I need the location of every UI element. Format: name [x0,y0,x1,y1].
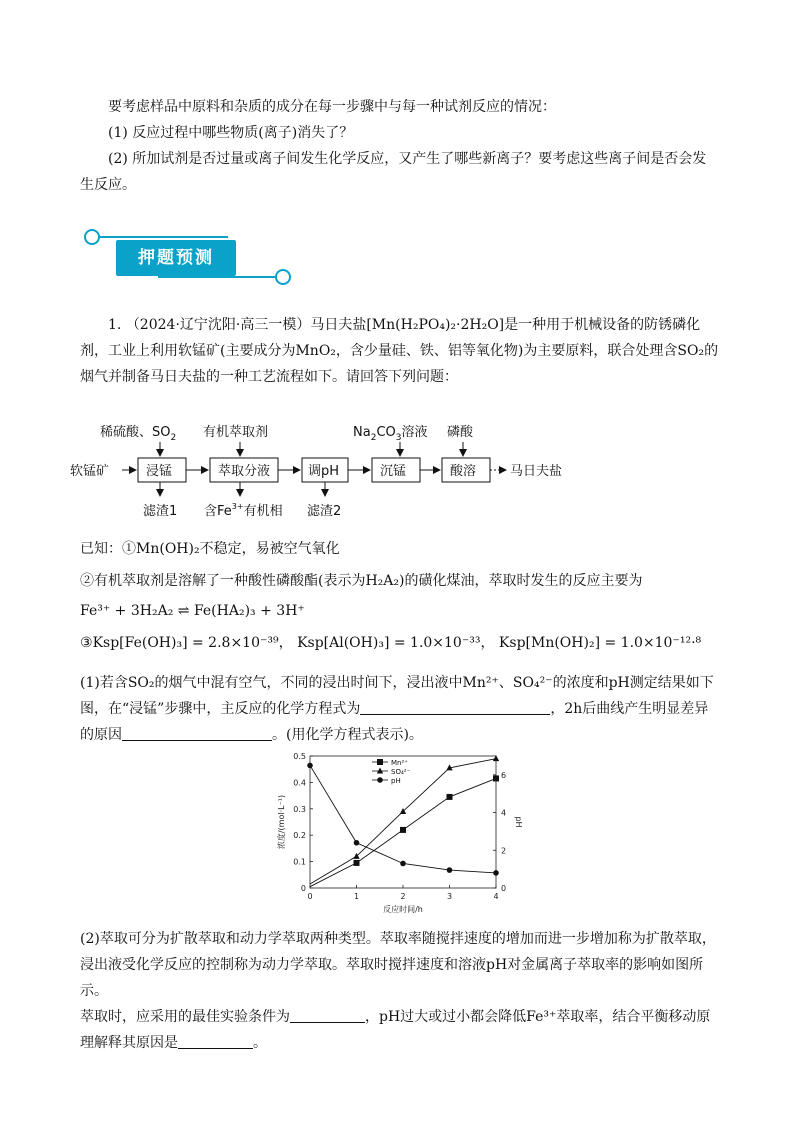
question-text-b: 是一种用于机械设备的防锈磷化剂，工业上利用软锰矿(主要成分为 [80,317,701,359]
data-point-2 [354,840,360,846]
x-tick-label: 0 [307,892,313,901]
known-label: 已知：① [80,541,136,557]
formula-mno2: MnO₂ [295,343,336,359]
y-right-tick-label: 2 [501,846,507,856]
known-text-2a: ②有机萃取剂是溶解了一种酸性磷酸酯(表示为 [80,573,366,589]
known-item-1 [80,536,720,562]
x-tick-label: 1 [353,892,360,901]
known-formula-mnoh2: Mn(OH)₂ [136,541,200,557]
raw-material: 软锰矿 [70,464,110,479]
intro-line-2: (1) 反应过程中哪些物质(离子)消失了？ [108,125,354,141]
p1-e: 。(用化学方程式表示)。 [272,727,423,743]
y-right-axis-label: pH [514,816,523,828]
p1-c: 的浓度和pH测定结果如下图，在“浸锰”步骤中，主反应的化学方程式为 [80,675,714,717]
data-point-2 [307,763,313,769]
p2-line2b: ，pH过大或过小都会降低Fe³⁺萃取率，结合平衡移动原理解释其原因是 [80,1009,711,1051]
legend-label-0: Mn²⁺ [391,759,408,767]
data-point-0 [354,860,360,866]
part1-text [80,670,720,748]
data-point-2 [400,861,406,867]
intro-line-1: 要考虑样品中原料和杂质的成分在每一步骤中与每一种试剂反应的情况： [108,99,556,115]
data-point-0 [400,827,406,833]
x-tick-label: 4 [493,892,499,901]
known-mark-3: ③ [80,635,93,651]
y-right-tick-label: 0 [501,884,507,893]
y-tick-label: 0.2 [293,831,306,841]
legend-marker-1 [377,768,383,774]
known-text-1: 不稳定，易被空气氧化 [199,541,340,557]
legend-marker-0 [377,759,383,765]
waste-3: 滤渣2 [307,504,342,519]
formula-so2: SO₂ [677,343,705,359]
y-tick-label: 0.5 [293,752,306,761]
x-tick-label: 3 [446,892,453,901]
p1-b: 的烟气中混有空气，不同的浸出时间下，浸出液中 [154,675,463,691]
y-tick-label: 0.4 [293,778,306,788]
data-point-0 [493,775,499,781]
ksp-al: Ksp[Al(OH)₃] = 1.0×10⁻³³ [297,635,481,651]
process-flow-diagram [70,418,630,528]
legend-label-2: pH [391,777,401,785]
x-axis-label: 反应时间/h [383,905,423,914]
known-formula-h2a2: H₂A₂ [365,573,400,589]
section-banner-title: 押题预测 [116,240,236,276]
y-tick-label: 0.1 [293,857,306,867]
answer-blank-reason[interactable] [122,726,272,741]
p1-so4: SO₄²⁻ [512,675,553,691]
question-number: 1. [108,317,122,333]
data-point-0 [447,794,453,800]
reagent-2: 有机萃取剂 [203,425,269,440]
waste-1: 滤渣1 [143,504,178,519]
answer-blank-explanation[interactable] [178,1034,253,1049]
step-acid-dissolve: 酸溶 [450,464,477,479]
p1-sep: 、 [498,675,513,691]
step-adjust-ph: 调pH [308,464,340,479]
question-text-a: 马日夫盐 [310,317,367,333]
answer-blank-condition[interactable] [290,1008,365,1023]
ksp-fe: Ksp[Fe(OH)₃] = 2.8×10⁻³⁹ [92,635,279,651]
question-text-d: 的烟气并制备马日夫盐的一种工艺流程如下。请回答下列问题： [80,343,719,385]
final-product: 马日夫盐 [510,464,563,479]
waste-2: 含$Fe^{3+}$有机相 [204,502,283,519]
y-tick-label: 0.3 [293,804,306,814]
p1-d: ，2h后曲线产生明显差异的原因 [80,701,709,743]
intro-line-3: (2) 所加试剂是否过量或离子间发生化学反应，又产生了哪些新离子？要考虑这些离子间是否会发生反应。 [80,151,707,193]
p1-mn: Mn²⁺ [462,675,499,691]
leaching-chart [270,748,530,920]
reagent-1: 稀硫酸、$SO_2$ [100,425,177,443]
p2-line2c: 。 [253,1035,267,1051]
legend-marker-2 [377,777,383,783]
ksp-mn: Ksp[Mn(OH)₂] = 1.0×10⁻¹²·⁸ [498,635,702,651]
data-point-2 [493,870,499,876]
question-source: （2024·辽宁沈阳·高三一模） [125,317,311,333]
part2-text [80,926,720,1056]
known-equation: Fe³⁺ + 3H₂A₂ ⇌ Fe(HA₂)₃ + 3H⁺ [80,603,305,619]
question-text-c: ，含少量硅、铁、铝等氧化物)为主要原料，联合处理含 [335,343,678,359]
p1-so2: SO₂ [127,675,155,691]
question-stem [80,312,720,390]
y-tick-label: 0 [300,884,306,893]
p1-a: (1)若含 [80,675,128,691]
p2-line2a: 萃取时，应采用的最佳实验条件为 [80,1009,290,1025]
y-right-tick-label: 4 [501,808,507,818]
formula-salt: [Mn(H₂PO₄)₂·2H₂O] [366,317,505,333]
x-tick-label: 2 [400,892,406,901]
step-extract: 萃取分液 [218,464,271,479]
step-precipitate: 沉锰 [380,464,407,479]
answer-blank-equation[interactable] [360,700,550,715]
known-text-2b: )的磺化煤油，萃取时发生的反应主要为 [399,573,643,589]
reagent-4: 磷酸 [447,425,474,440]
step-leach: 浸锰 [146,464,173,479]
legend-label-1: SO₄²⁻ [391,768,411,776]
p2-line1: (2)萃取可分为扩散萃取和动力学萃取两种类型。萃取率随搅拌速度的增加而进一步增加称为扩散萃取，浸出液受化学反应的控制称为动力学萃取。萃取时搅拌速度和溶液pH对金属离子萃取率的影响如图所示。 [80,931,716,999]
known-item-3: ③Ksp[Fe(OH)₃] = 2.8×10⁻³⁹， Ksp[Al(OH)₃] = 1.0×10⁻³³， Ksp[Mn(OH)₂] = 1.0×10⁻¹²·⁸ [80,635,702,651]
known-item-2 [80,568,720,594]
reagent-3: $Na_2CO_3$溶液 [353,425,428,443]
series-line-2 [310,765,496,872]
y-right-tick-label: 6 [501,770,507,780]
y-axis-label: 浓度/(mol·L⁻¹) [277,794,286,850]
data-point-2 [447,867,453,873]
